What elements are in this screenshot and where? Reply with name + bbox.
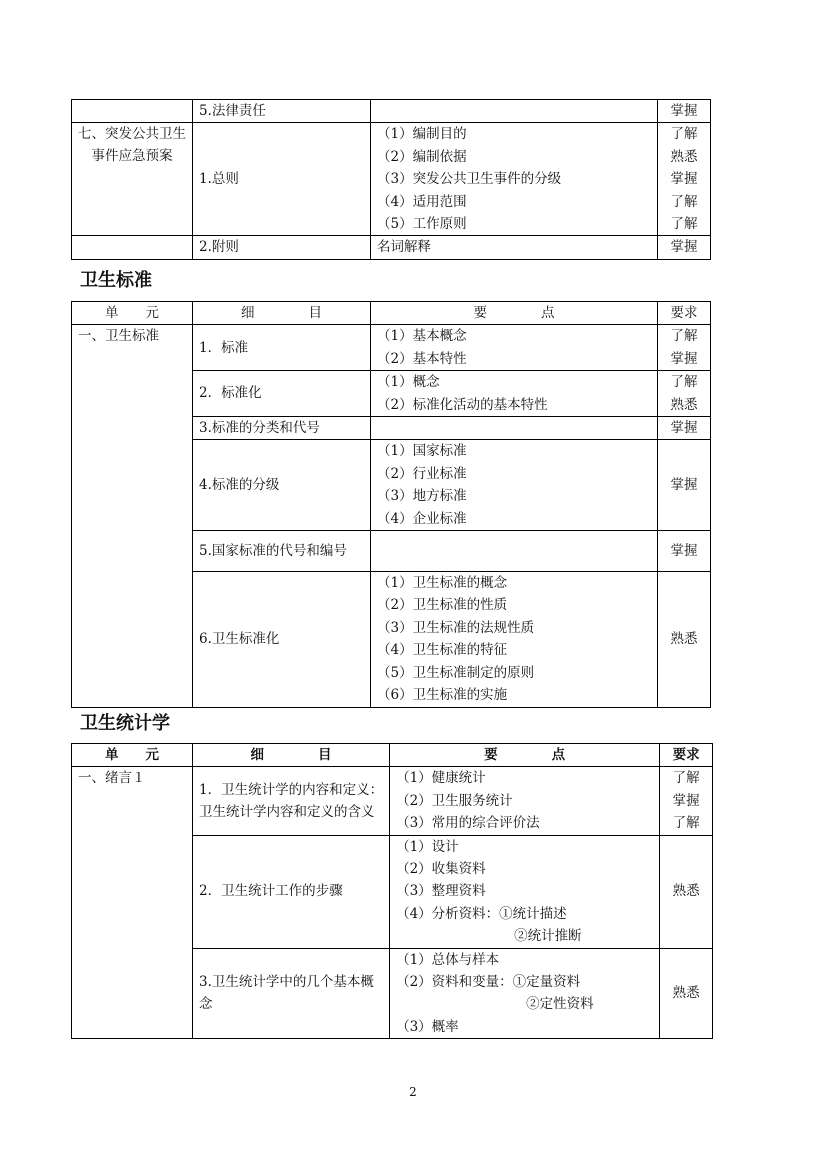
- requirement-cell: [658, 325, 711, 371]
- item-cell: 3.标准的分类和代号: [193, 417, 371, 440]
- requirement-text: 了解: [672, 770, 700, 787]
- unit-cell: 一、卫生标准: [72, 325, 193, 707]
- item-text: 1．卫生统计学的内容和定义：: [199, 781, 384, 798]
- point-text: （4）适用范围: [377, 193, 467, 210]
- item-cell: 6.卫生标准化: [193, 572, 371, 707]
- section-title: 卫生标准: [80, 270, 152, 291]
- unit-cell: [72, 236, 193, 259]
- item-cell: 2．标准化: [193, 371, 371, 417]
- point-text: ②定性资料: [526, 996, 594, 1013]
- table-header-row: [72, 302, 711, 325]
- requirement-text: 掌握: [670, 350, 698, 367]
- column-header-requirement: 要求: [660, 744, 713, 767]
- requirement-cell: 掌握: [658, 236, 711, 259]
- point-text: （1）基本概念: [377, 328, 467, 345]
- point-text: （3）突发公共卫生事件的分级: [377, 171, 562, 188]
- point-text: （2）基本特性: [377, 350, 467, 367]
- points-cell: 名词解释: [371, 236, 658, 259]
- points-cell: [371, 440, 658, 531]
- point-text: （3）卫生标准的法规性质: [377, 619, 535, 636]
- point-text: （4）企业标准: [377, 510, 467, 527]
- table-row: [72, 100, 711, 123]
- points-cell: [390, 948, 660, 1039]
- points-cell: [371, 531, 658, 572]
- point-text: （5）工作原则: [377, 216, 467, 233]
- requirement-text: 了解: [670, 328, 698, 345]
- point-text: （1）国家标准: [377, 443, 467, 460]
- requirement-cell: [658, 371, 711, 417]
- hygiene-standards-table: [71, 301, 711, 708]
- requirement-cell: 掌握: [658, 417, 711, 440]
- item-text: 念: [199, 996, 213, 1013]
- point-text: （2）标准化活动的基本特性: [377, 396, 548, 413]
- regulation-table: [71, 99, 711, 260]
- point-text: （2）资料和变量：①定量资料: [396, 974, 581, 991]
- point-text: （1）编制目的: [377, 126, 467, 143]
- points-cell: [390, 767, 660, 835]
- points-cell: [371, 100, 658, 123]
- requirement-cell: 掌握: [658, 440, 711, 531]
- item-cell: 4.标准的分级: [193, 440, 371, 531]
- requirement-cell: [660, 767, 713, 835]
- health-statistics-table: [71, 743, 713, 1039]
- table-header-row: [72, 744, 713, 767]
- item-text: 卫生统计学内容和定义的含义: [199, 804, 375, 821]
- item-cell: 2.附则: [193, 236, 371, 259]
- column-header-unit: 单 元: [72, 744, 193, 767]
- item-text: 2．卫生统计工作的步骤: [199, 883, 343, 900]
- item-cell: [193, 835, 390, 948]
- column-header-points: 要 点: [371, 302, 658, 325]
- column-header-item: 细 目: [193, 744, 390, 767]
- item-cell: 5.国家标准的代号和编号: [193, 531, 371, 572]
- requirement-text: 掌握: [670, 171, 698, 188]
- unit-cell: 一、绪言１: [72, 767, 193, 1039]
- requirement-cell: [658, 123, 711, 236]
- column-header-item: 细 目: [193, 302, 371, 325]
- point-text: （3）地方标准: [377, 488, 467, 505]
- requirement-text: 了解: [670, 193, 698, 210]
- item-cell: 1.总则: [193, 123, 371, 236]
- points-cell: [371, 123, 658, 236]
- point-text: （1）健康统计: [396, 770, 486, 787]
- requirement-cell: 熟悉: [660, 835, 713, 948]
- page-number: 2: [409, 1085, 417, 1099]
- requirement-cell: 熟悉: [658, 572, 711, 707]
- point-text: （6）卫生标准的实施: [377, 687, 508, 704]
- item-cell: 5.法律责任: [193, 100, 371, 123]
- table-row: [72, 325, 711, 371]
- requirement-text: 了解: [670, 216, 698, 233]
- point-text: ②统计推断: [514, 928, 582, 945]
- point-text: （3）常用的综合评价法: [396, 815, 540, 832]
- points-cell: [371, 417, 658, 440]
- requirement-text: 了解: [670, 374, 698, 391]
- requirement-text: 熟悉: [670, 148, 698, 165]
- requirement-cell: 掌握: [658, 531, 711, 572]
- requirement-text: 了解: [672, 815, 700, 832]
- point-text: （4）卫生标准的特征: [377, 642, 508, 659]
- point-text: （2）卫生标准的性质: [377, 597, 508, 614]
- column-header-unit: 单 元: [72, 302, 193, 325]
- point-text: （3）概率: [396, 1018, 459, 1035]
- point-text: （1）总体与样本: [396, 951, 500, 968]
- point-text: （4）分析资料：①统计描述: [396, 905, 567, 922]
- point-text: （2）卫生服务统计: [396, 792, 513, 809]
- section-title: 卫生统计学: [80, 713, 170, 734]
- requirement-cell: 掌握: [658, 100, 711, 123]
- table-row: [72, 123, 711, 236]
- point-text: （2）行业标准: [377, 465, 467, 482]
- point-text: （2）收集资料: [396, 861, 486, 878]
- requirement-cell: 熟悉: [660, 948, 713, 1039]
- item-text: 3.卫生统计学中的几个基本概: [199, 974, 374, 991]
- point-text: （3）整理资料: [396, 883, 486, 900]
- column-header-requirement: 要求: [658, 302, 711, 325]
- item-cell: [193, 948, 390, 1039]
- table-row: [72, 767, 713, 835]
- points-cell: [390, 835, 660, 948]
- point-text: （1）设计: [396, 838, 459, 855]
- item-cell: [193, 767, 390, 835]
- table-row: [72, 236, 711, 259]
- column-header-points: 要 点: [390, 744, 660, 767]
- unit-cell: [72, 100, 193, 123]
- point-text: （2）编制依据: [377, 148, 467, 165]
- point-text: （5）卫生标准制定的原则: [377, 664, 535, 681]
- point-text: （1）卫生标准的概念: [377, 575, 508, 592]
- points-cell: [371, 325, 658, 371]
- points-cell: [371, 572, 658, 707]
- requirement-text: 熟悉: [670, 396, 698, 413]
- item-cell: 1．标准: [193, 325, 371, 371]
- points-cell: [371, 371, 658, 417]
- unit-cell: 七、突发公共卫生事件应急预案: [72, 123, 193, 236]
- point-text: （1）概念: [377, 374, 440, 391]
- requirement-text: 了解: [670, 126, 698, 143]
- requirement-text: 掌握: [672, 792, 700, 809]
